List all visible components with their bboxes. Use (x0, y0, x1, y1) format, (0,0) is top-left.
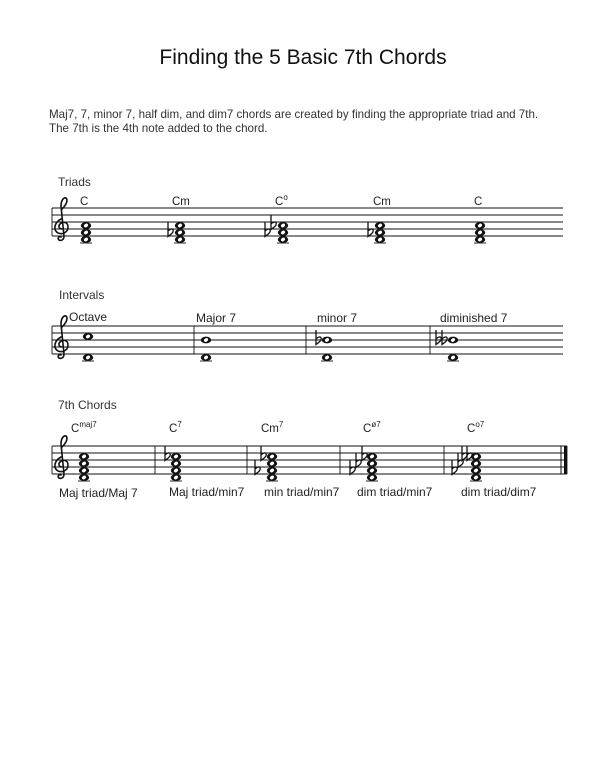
interval-notes (436, 330, 459, 361)
interval-name: Octave (69, 310, 108, 324)
treble-clef-icon (55, 316, 68, 359)
chord-description: Maj triad/Maj 7 (59, 486, 138, 500)
seventh-chord-name: Cm$^7$ (261, 420, 284, 435)
chord-description: dim triad/dim7 (461, 485, 537, 499)
interval-name: Major 7 (196, 311, 237, 325)
seventh-chord-name: $C^{o7}$ (467, 420, 485, 435)
triads-staff (52, 208, 563, 236)
chord-description: Maj triad/min7 (169, 485, 245, 499)
triad-chord (474, 222, 486, 243)
interval-notes (200, 337, 212, 361)
seventh-chord (350, 446, 378, 481)
seventh-chord-name: $C^{maj7}$ (71, 420, 97, 435)
chord-description: dim triad/min7 (357, 485, 433, 499)
interval-notes (316, 330, 333, 361)
seventh-chord (165, 446, 182, 481)
final-barline (564, 446, 567, 474)
seventh-chord-name: $C^7$ (169, 420, 182, 435)
treble-clef-icon (55, 198, 68, 241)
triads-label: Triads (58, 175, 91, 189)
intervals-label: Intervals (59, 288, 105, 302)
intro-line-2: The 7th is the 4th note added to the chord. (49, 122, 268, 135)
seventh-chords-staff (52, 446, 567, 474)
treble-clef-icon (55, 436, 68, 479)
intro-line-1: Maj7, 7, minor 7, half dim, and dim7 chords are created by finding the appropriate triad and 7th. (49, 108, 539, 121)
triad-chord (168, 222, 186, 243)
triad-chord (80, 222, 92, 243)
seventh-chords-label: 7th Chords (58, 398, 117, 412)
triad-chord-name: C (474, 195, 483, 208)
triad-chord-name: C (80, 195, 89, 208)
triad-chord-name: Cm (373, 195, 391, 208)
interval-name: diminished 7 (440, 311, 508, 325)
triad-chord (368, 222, 386, 243)
page-title: Finding the 5 Basic 7th Chords (159, 46, 447, 69)
seventh-chord (452, 446, 482, 481)
interval-name: minor 7 (317, 311, 358, 325)
triad-chord-name: $C^o$ (275, 193, 288, 208)
seventh-chord-name: $C^{ø7}$ (363, 420, 381, 435)
chord-description: min triad/min7 (264, 485, 340, 499)
intervals-staff (52, 326, 563, 354)
seventh-chord (255, 446, 278, 481)
triad-chord-name: Cm (172, 195, 190, 208)
